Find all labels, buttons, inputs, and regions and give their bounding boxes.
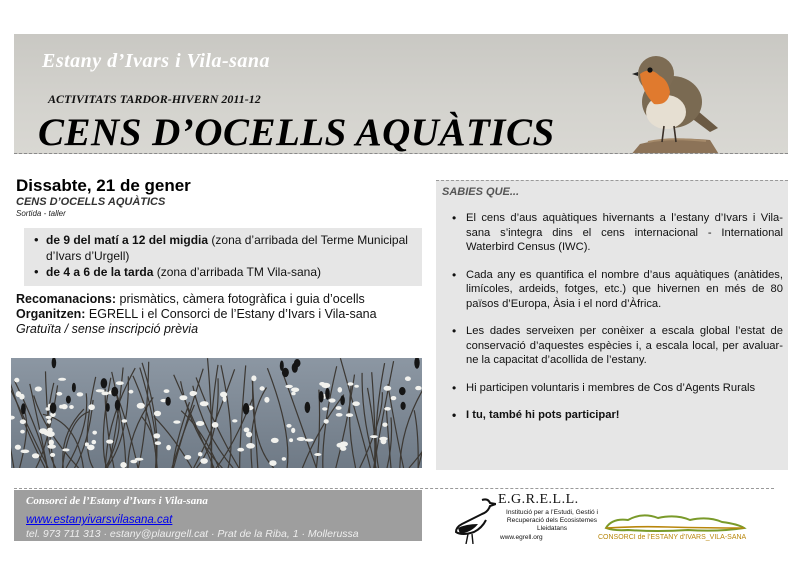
egret-bird — [69, 405, 74, 409]
heron-icon — [452, 494, 496, 544]
egret-bird — [92, 440, 97, 444]
egret-bird — [50, 453, 55, 457]
recommendations-text: prismàtics, càmera fotogràfica i guia d’ocells — [116, 292, 365, 306]
egret-bird — [285, 385, 293, 388]
consorci-logo — [598, 508, 748, 548]
footer-divider — [14, 488, 774, 489]
egret-bird — [354, 385, 359, 388]
egret-bird — [77, 392, 84, 396]
egret-bird — [282, 457, 286, 461]
egret-bird — [260, 386, 265, 390]
cormorant-bird — [340, 395, 345, 405]
egret-bird — [384, 386, 392, 391]
egret-bird — [61, 404, 68, 409]
contact-info: tel. 973 711 313 · estany@plaurgell.cat · Prat de la Riba, 1 · Mollerussa — [26, 528, 359, 540]
egret-bird — [200, 458, 208, 464]
egret-bird — [198, 452, 203, 456]
egret-bird — [291, 392, 295, 395]
event-date: Dissabte, 21 de gener — [16, 176, 191, 195]
event-info — [16, 292, 436, 337]
cormorant-bird — [66, 396, 71, 404]
egret-bird — [384, 407, 391, 411]
egret-bird — [46, 416, 52, 419]
egrell-name: E.G.R.E.L.L. — [498, 492, 579, 507]
activity-type: Sortida - taller — [16, 209, 66, 218]
egret-bird — [329, 398, 336, 402]
organizers-text: EGRELL i el Consorci de l’Estany d’Ivars i Vila-sana — [85, 307, 377, 321]
cormorant-bird — [111, 387, 118, 397]
consorci-name: CONSORCI de l’ESTANY d’IVARS_VILA-SANA — [598, 534, 747, 541]
egret-bird — [337, 443, 345, 448]
season-subtitle: ACTIVITATS TARDOR-HIVERN 2011-12 — [48, 92, 261, 106]
cormorant-bird — [101, 378, 108, 388]
egret-bird — [212, 422, 219, 428]
cormorant-bird — [305, 402, 311, 413]
egret-bird — [47, 445, 56, 449]
cormorant-bird — [401, 402, 406, 410]
egret-bird — [62, 448, 69, 451]
egret-bird — [49, 440, 54, 446]
egret-bird — [297, 437, 306, 441]
egrell-logo — [452, 490, 602, 546]
egret-bird — [153, 433, 160, 438]
recommendations — [16, 292, 436, 307]
egret-bird — [346, 413, 353, 417]
egret-bird — [291, 388, 299, 393]
egret-bird — [164, 389, 170, 393]
egret-bird — [220, 392, 227, 398]
schedule-item — [30, 232, 416, 264]
fact-item: • El cens d’aus aquàtiques hivernants a l’estany d’Ivars i Vila-sana s’integra dins el cens internacional - International Waterbird Census (IWC). — [448, 211, 783, 255]
egret-bird — [314, 453, 321, 456]
egret-bird — [120, 462, 126, 468]
egret-bird — [129, 390, 134, 394]
egret-bird — [269, 460, 276, 466]
egret-bird — [289, 438, 293, 442]
egret-bird — [370, 435, 378, 438]
egret-bird — [246, 443, 255, 449]
egret-bird — [85, 442, 89, 446]
egret-bird — [20, 430, 25, 434]
egret-bird — [291, 428, 295, 433]
organizers-label: Organitzen: — [16, 307, 86, 321]
cormorant-bird — [165, 397, 170, 406]
activity-title: CENS D’OCELLS AQUÀTICS — [16, 196, 166, 208]
fact-item-cta: • I tu, també hi pots participar! — [448, 408, 783, 423]
egret-bird — [251, 375, 256, 381]
egret-bird — [15, 445, 21, 450]
egret-bird — [305, 439, 314, 442]
cormorant-bird — [399, 387, 406, 395]
egret-bird — [173, 420, 180, 423]
schedule-place: (zona d’arribada TM Vila-sana) — [153, 265, 322, 279]
egret-bird — [19, 394, 24, 400]
egret-bird — [338, 387, 343, 393]
cormorant-bird — [294, 359, 301, 367]
egret-bird — [196, 421, 204, 426]
egret-bird — [35, 387, 42, 392]
egret-bird — [88, 404, 95, 410]
egret-bird — [44, 431, 52, 436]
egret-bird — [137, 403, 145, 409]
cormorant-bird — [72, 383, 76, 392]
cormorant-bird — [243, 403, 250, 415]
egret-bird — [190, 391, 196, 396]
egret-bird — [166, 445, 171, 450]
egret-bird — [321, 383, 330, 388]
egret-bird — [244, 428, 250, 433]
schedule-time: de 9 del matí a 12 del migdia — [46, 233, 209, 247]
egrell-url: www.egrell.org — [500, 534, 543, 541]
cormorant-bird — [325, 388, 330, 400]
egret-bird — [286, 424, 291, 428]
schedule-item — [30, 264, 416, 280]
egret-bird — [155, 441, 161, 445]
egret-bird — [47, 419, 51, 424]
footer-org: Consorci de l’Estany d’Ivars i Vila-sana — [26, 495, 208, 507]
egret-bird — [322, 407, 327, 410]
egret-bird — [20, 419, 26, 424]
egret-bird — [336, 413, 343, 417]
footer-box — [14, 490, 422, 541]
egret-bird — [405, 376, 411, 381]
cormorant-bird — [21, 403, 26, 414]
egret-bird — [336, 406, 342, 410]
schedule-box — [24, 228, 422, 286]
cormorant-bird — [50, 403, 57, 414]
robin-photo — [610, 44, 730, 154]
egret-bird — [184, 455, 191, 460]
egret-bird — [271, 438, 279, 443]
egret-bird — [382, 423, 387, 427]
egret-bird — [232, 419, 237, 422]
egret-bird — [21, 450, 30, 454]
egret-bird — [92, 431, 97, 435]
egret-bird — [246, 432, 252, 438]
fact-item: • Les dades serveixen per conèixer a escala global l’estat de conservació d’aquestes espècies i, a escala local, per avaluar-ne la capacitat d’acollida de l’estany. — [448, 324, 783, 368]
cormorant-bird — [106, 403, 110, 412]
egret-bird — [179, 395, 187, 400]
fact-item: • Hi participen voluntaris i membres de Cos d’Agents Rurals — [448, 381, 783, 396]
egret-bird — [415, 386, 421, 390]
egret-bird — [352, 401, 360, 406]
egret-bird — [116, 381, 124, 385]
schedule-time: de 4 a 6 de la tarda — [46, 265, 154, 279]
egret-bird — [56, 392, 62, 396]
website-link[interactable]: www.estanyivarsvilasana.cat — [26, 514, 173, 526]
egret-bird — [348, 382, 354, 385]
page-title: CENS D’OCELLS AQUÀTICS — [38, 111, 555, 154]
brand-title: Estany d’Ivars i Vila-sana — [42, 50, 271, 72]
did-you-know-panel — [436, 180, 788, 470]
lake-outline-icon — [598, 508, 748, 534]
egret-bird — [135, 458, 144, 461]
fact-item: • Cada any es quantifica el nombre d’aus aquàtiques (anàtides, limícoles, ardeids, fotges, etc.) que hivernen en més de 80 països d’Europa, Àsia i el nord d’Àfrica. — [448, 268, 783, 312]
price-note: Gratuïta / sense inscripció prèvia — [16, 322, 199, 336]
header-banner — [14, 34, 788, 154]
egret-bird — [381, 439, 387, 445]
egret-bird — [237, 448, 244, 452]
cormorant-bird — [319, 391, 324, 403]
egret-bird — [154, 411, 161, 417]
egret-bird — [264, 397, 269, 403]
facts-title: SABIES QUE... — [442, 186, 520, 198]
schedule-place: (zona d’arribada del Terme Municipal d’Ivars d’Urgell) — [46, 233, 408, 263]
egret-bird — [391, 396, 397, 400]
cormorant-bird — [282, 368, 289, 377]
egret-bird — [58, 378, 66, 381]
cormorant-bird — [115, 400, 120, 411]
egret-bird — [106, 440, 113, 444]
egret-bird — [200, 401, 209, 406]
egret-bird — [324, 419, 329, 424]
organizers — [16, 307, 436, 322]
egret-bird — [32, 453, 39, 458]
egret-bird — [14, 378, 19, 383]
egrell-description: Institució per a l’Estudi, Gestió i Recuperació dels Ecosistemes Lleidatans — [506, 509, 598, 532]
birds-in-trees-photo — [11, 358, 422, 468]
recommendations-label: Recomanacions: — [16, 292, 117, 306]
egret-bird — [96, 389, 105, 392]
egret-bird — [122, 419, 128, 422]
